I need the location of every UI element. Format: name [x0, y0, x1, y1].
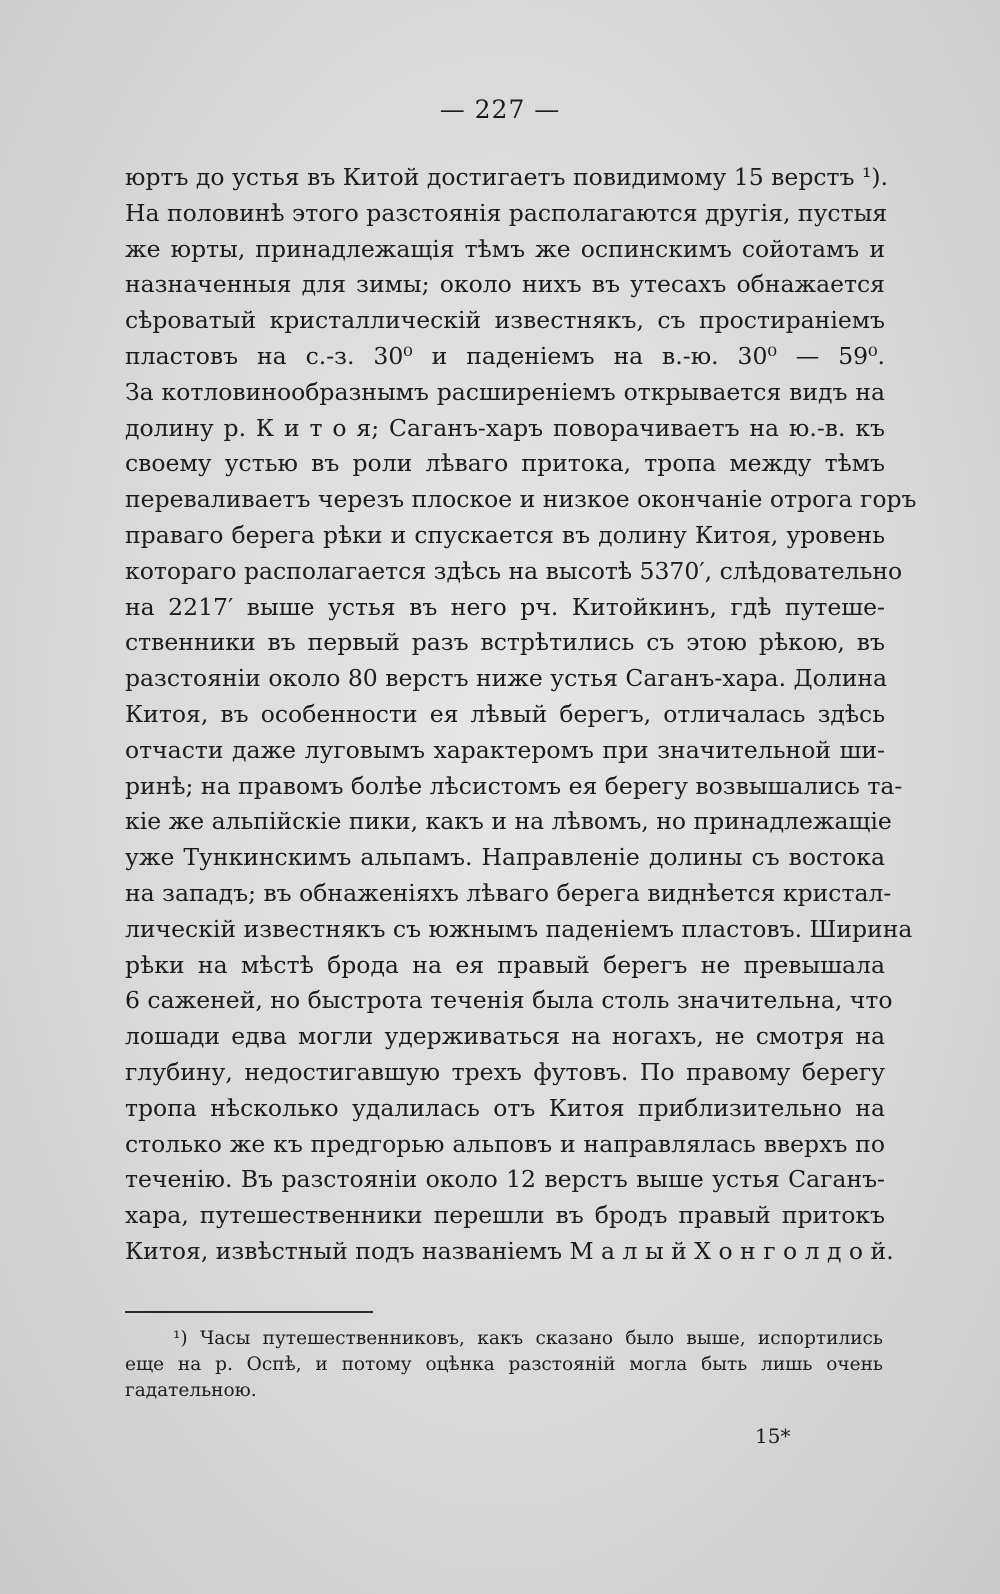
text-line: праваго берега рѣки и спускается въ долину Китоя, уровень: [125, 520, 885, 549]
text-line: глубину, недостигавшую трехъ футовъ. По правому берегу: [125, 1057, 885, 1086]
text-line: рѣки на мѣстѣ брода на ея правый берегъ не превышала: [125, 950, 885, 979]
text-line: 6 саженей, но быстрота теченія была столь значительна, что: [125, 986, 893, 1015]
text-line: ринѣ; на правомъ болѣе лѣсистомъ ея берегу возвышались та-: [125, 771, 903, 800]
text-line: Китоя, извѣстный подъ названіемъ М а л ы й Х о н г о л д о й.: [125, 1236, 894, 1265]
text-line: же юрты, принадлежащія тѣмъ же оспинскимъ сойотамъ и: [125, 234, 885, 263]
text-line: юртъ до устья въ Китой достигаетъ повидимому 15 верстъ ¹).: [125, 163, 889, 191]
footnote-divider: [125, 1311, 373, 1313]
text-line: назначенныя для зимы; около нихъ въ утесахъ обнажается: [125, 270, 885, 299]
text-line: лошади едва могли удерживаться на ногахъ, не смотря на: [125, 1022, 885, 1051]
text-line: разстояніи около 80 верстъ ниже устья Саганъ-хара. Долина: [125, 664, 888, 693]
footnote-line: гадательною.: [125, 1380, 257, 1401]
main-text: [125, 160, 917, 1270]
text-line: переваливаетъ черезъ плоское и низкое окончаніе отрога горъ: [125, 485, 917, 514]
text-line: долину р. К и т о я; Саганъ-харъ поворачиваетъ на ю.-в. къ: [125, 413, 885, 442]
signature-mark: 15*: [755, 1424, 791, 1448]
text-line: лическій известнякъ съ южнымъ паденіемъ пластовъ. Ширина: [125, 914, 913, 943]
text-line: своему устью въ роли лѣваго притока, тропа между тѣмъ: [125, 449, 885, 478]
text-line: тропа нѣсколько удалилась отъ Китоя приблизительно на: [125, 1093, 885, 1122]
text-line: пластовъ на с.-з. 30⁰ и паденіемъ на в.-ю. 30⁰ — 59⁰.: [125, 341, 885, 370]
text-line: ственники въ первый разъ встрѣтились съ этою рѣкою, въ: [125, 628, 885, 657]
text-line: на 2217′ выше устья въ него рч. Китойкинъ, гдѣ путеше-: [125, 592, 885, 621]
text-line: отчасти даже луговымъ характеромъ при значительной ши-: [125, 735, 885, 764]
page-number: — 227 —: [439, 95, 561, 124]
text-line: на западъ; въ обнаженіяхъ лѣваго берега виднѣется кристал-: [125, 878, 892, 907]
footnote-line: еще на р. Оспѣ, и потому оцѣнка разстояній могла быть лишь очень: [125, 1354, 883, 1375]
text-line: На половинѣ этого разстоянія располагаются другія, пустыя: [125, 198, 888, 227]
text-line: теченію. Въ разстояніи около 12 верстъ выше устья Саганъ-: [125, 1165, 885, 1194]
text-line: Китоя, въ особенности ея лѣвый берегъ, отличалась здѣсь: [125, 699, 885, 728]
text-line: уже Тункинскимъ альпамъ. Направленіе долины съ востока: [125, 843, 885, 872]
footnote: [125, 1326, 883, 1404]
text-line: кіе же альпійскіе пики, какъ и на лѣвомъ, но принадлежащіе: [125, 807, 892, 836]
text-line: За котловинообразнымъ расширеніемъ открывается видъ на: [125, 377, 885, 406]
text-line: сѣроватый кристаллическій известнякъ, съ простираніемъ: [125, 306, 885, 335]
footnote-line: ¹) Часы путешественниковъ, какъ сказано было выше, испортились: [173, 1328, 883, 1349]
text-line: котораго располагается здѣсь на высотѣ 5370′, слѣдовательно: [125, 556, 903, 585]
text-line: столько же къ предгорью альповъ и направлялась вверхъ по: [125, 1129, 885, 1158]
text-line: хара, путешественники перешли въ бродъ правый притокъ: [125, 1201, 885, 1230]
